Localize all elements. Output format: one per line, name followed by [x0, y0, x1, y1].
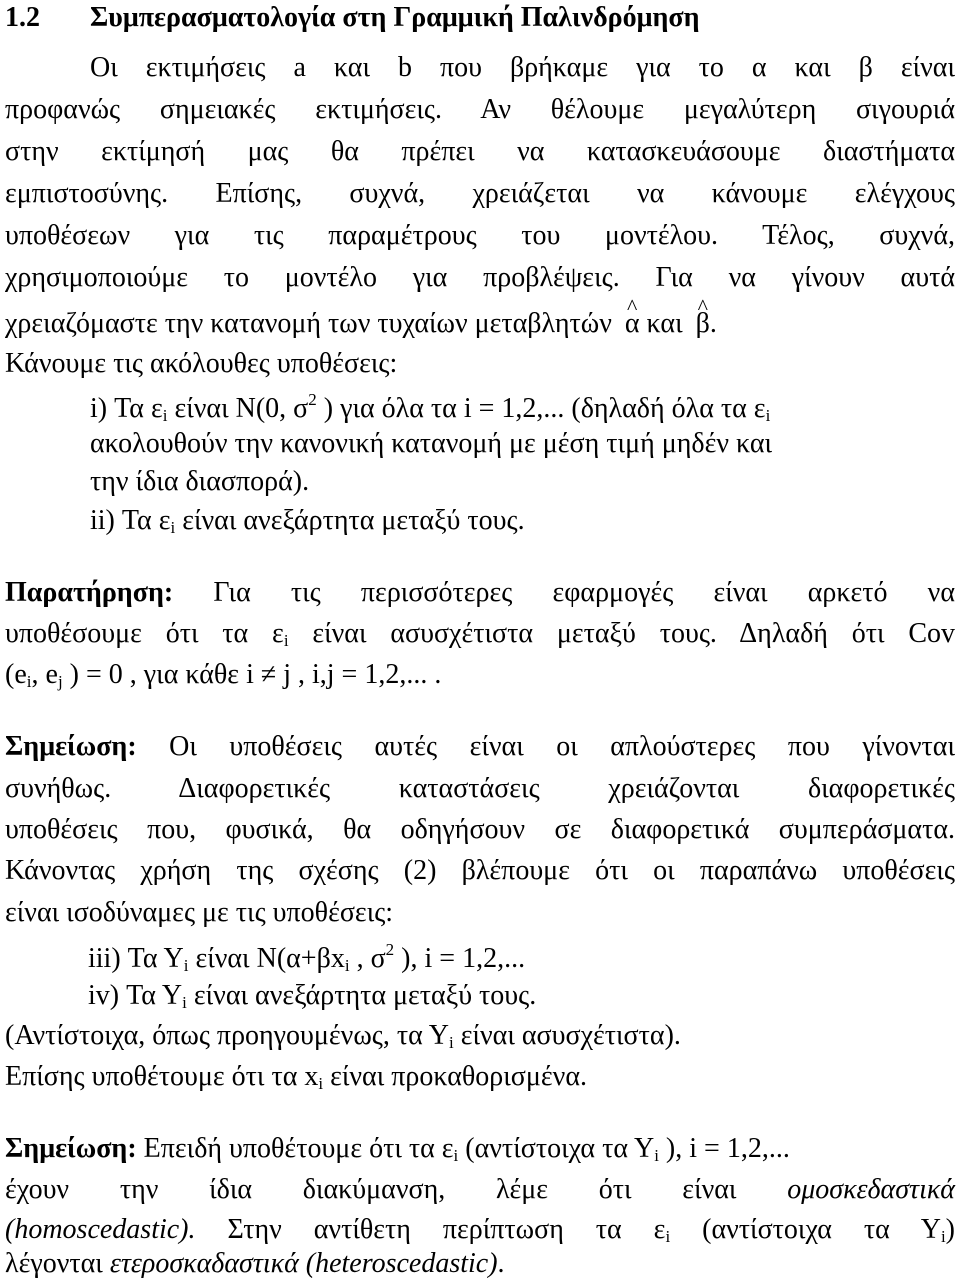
correspondingly-line — [5, 1022, 955, 1051]
section-title: Συμπερασματολογία στη Γραμμική Παλινδρόμηση — [90, 2, 700, 33]
observation-line3 — [5, 661, 955, 690]
assumption-iii-sup: 2 — [385, 940, 395, 959]
assumption-i-text-b: είναι Ν(0, σ — [167, 393, 309, 424]
note2-line1 — [5, 1135, 955, 1164]
also-assume-line — [5, 1063, 955, 1092]
observation-text2b: είναι ασυσχέτιστα μεταξύ τους. Δηλαδή ότι Cov — [288, 618, 955, 649]
assumption-i-text-a: i) Τα ε — [90, 393, 163, 424]
para1-line7-text: χρειαζόμαστε την κατανομή των τυχαίων μεταβλητών — [5, 308, 612, 339]
para1-line2: προφανώς σημειακές εκτιμήσεις. Αν θέλουμε μεγαλύτερη σιγουριά — [5, 94, 955, 125]
para1-line8: Κάνουμε τις ακόλουθες υποθέσεις: — [5, 348, 398, 379]
observation-line1 — [5, 579, 955, 607]
and-word: και — [646, 308, 683, 339]
note2-sub1a: i — [453, 1146, 459, 1165]
assumption-iii-text-b: είναι Ν(α+βx — [188, 943, 345, 974]
assumption-i-sup: 2 — [308, 390, 317, 409]
assumption-i-line3: την ίδια διασπορά). — [90, 466, 310, 497]
observation-sub3a: i — [26, 672, 32, 691]
section-number: 1.2 — [5, 2, 40, 33]
note2-label: Σημείωση: — [5, 1133, 137, 1164]
correspondingly-sub: i — [448, 1033, 454, 1052]
note2-term-homoscedastic-gr: ομοσκεδαστικά — [787, 1174, 955, 1205]
also-assume-text-a: Επίσης υποθέτουμε ότι τα x — [5, 1061, 319, 1092]
assumption-i-line1 — [90, 391, 960, 424]
observation-text2a: υποθέσουμε ότι τα ε — [5, 618, 284, 649]
note2-text3b: (αντίστοιχα τα Υ — [670, 1214, 941, 1245]
assumption-i-sub1: i — [162, 406, 168, 425]
note1-line3: υποθέσεις που, φυσικά, θα οδηγήσουν σε διαφορετικά συμπεράσματα. — [5, 814, 955, 845]
observation-text3a: (e — [5, 659, 27, 690]
para1-line1: Οι εκτιμήσεις a και b που βρήκαμε για το α και β είναι — [90, 52, 955, 83]
correspondingly-text-a: (Αντίστοιχα, όπως προηγουμένως, τα Υ — [5, 1020, 449, 1051]
note2-term-homoscedastic-en: (homoscedastic). — [5, 1214, 196, 1245]
also-assume-sub: i — [318, 1074, 324, 1093]
note2-sub1b: i — [654, 1146, 659, 1165]
assumption-ii-text-b: είναι ανεξάρτητα μεταξύ τους. — [175, 505, 525, 536]
para1-line7 — [5, 310, 955, 338]
observation-text3c: ) = 0 , για κάθε i ≠ j , i,j = 1,2,... . — [62, 659, 442, 690]
note2-text1a: Επειδή υποθέτουμε ότι τα ε — [136, 1133, 454, 1164]
assumption-iii — [88, 941, 955, 974]
assumption-iii-text-d: ), i = 1,2,... — [394, 943, 526, 974]
observation-text1: Για τις περισσότερες εφαρμογές είναι αρκετό να — [213, 577, 955, 608]
assumption-i-sub2: i — [765, 406, 771, 425]
note2-term-heteroscedastic: ετεροσκαδαστικά (heteroscedastic) — [109, 1248, 498, 1279]
assumption-i-line2: ακολουθούν την κανονική κατανομή με μέση τιμή μηδέν και — [90, 428, 773, 459]
para1-line6: χρησιμοποιούμε το μοντέλο για προβλέψεις. Για να γίνουν αυτά — [5, 262, 955, 293]
alpha-hat-symbol: ^ α — [625, 310, 640, 338]
note2-line3 — [5, 1216, 955, 1245]
para1-line4: εμπιστοσύνης. Επίσης, συχνά, χρειάζεται να κάνουμε ελέγχους — [5, 178, 955, 209]
observation-sub3b: j — [57, 672, 63, 691]
assumption-iv-text-a: iv) Τα Υ — [88, 980, 183, 1011]
note2-sub3a: i — [665, 1227, 671, 1246]
para1-line5: υποθέσεων για τις παραμέτρους του μοντέλου. Τέλος, συχνά, — [5, 220, 955, 251]
also-assume-text-b: είναι προκαθορισμένα. — [323, 1061, 588, 1092]
note2-line2 — [5, 1176, 955, 1204]
note1-line2: συνήθως. Διαφορετικές καταστάσεις χρειάζονται διαφορετικές — [5, 773, 955, 804]
assumption-iii-sub1: i — [183, 956, 189, 975]
note1-line5: είναι ισοδύναμες με τις υποθέσεις: — [5, 897, 394, 928]
assumption-ii-text-a: ii) Τα ε — [90, 505, 171, 536]
note1-line1 — [5, 733, 955, 761]
assumption-ii — [90, 507, 960, 536]
note1-label: Σημείωση: — [5, 731, 137, 762]
assumption-iii-sub2: i — [344, 956, 350, 975]
para1-line3: στην εκτίμησή μας θα πρέπει να κατασκευάσουμε διαστήματα — [5, 136, 955, 167]
assumption-iv-text-b: είναι ανεξάρτητα μεταξύ τους. — [186, 980, 537, 1011]
note1-line4: Κάνοντας χρήση της σχέσης (2) βλέπουμε ότι οι παραπάνω υποθέσεις — [5, 855, 955, 886]
section-heading — [5, 4, 955, 32]
observation-text3b: , e — [31, 659, 58, 690]
observation-line2 — [5, 620, 955, 649]
note2-text1c: ), i = 1,2,... — [658, 1133, 790, 1164]
note1-text1: Οι υποθέσεις αυτές είναι οι απλούστερες που γίνονται — [169, 731, 955, 762]
note2-text3a: Στην αντίθετη περίπτωση τα ε — [195, 1214, 666, 1245]
note2-text4a: λέγονται — [5, 1248, 110, 1279]
para1-line7-end: . — [709, 308, 717, 339]
assumption-i-text-c: ) για όλα τα i = 1,2,... (δηλαδή όλα τα ε — [316, 393, 766, 424]
assumption-ii-sub: i — [170, 518, 176, 537]
note2-sub3b: i — [940, 1227, 946, 1246]
note2-text3c: ) — [945, 1214, 955, 1245]
observation-label: Παρατήρηση: — [5, 577, 174, 608]
note2-line4 — [5, 1250, 955, 1278]
correspondingly-text-b: είναι ασυσχέτιστα). — [453, 1020, 681, 1051]
note2-text1b: (αντίστοιχα τα Υ — [458, 1133, 655, 1164]
assumption-iv — [88, 982, 955, 1011]
assumption-iii-text-a: iii) Τα Υ — [88, 943, 184, 974]
observation-sub: i — [283, 631, 289, 650]
assumption-iv-sub: i — [182, 993, 187, 1012]
note2-text4b: . — [497, 1248, 505, 1279]
note2-text2a: έχουν την ίδια διακύμανση, λέμε ότι είναι — [5, 1174, 737, 1205]
beta-hat-symbol: ^ β — [696, 310, 710, 338]
assumption-iii-text-c: , σ — [349, 943, 386, 974]
